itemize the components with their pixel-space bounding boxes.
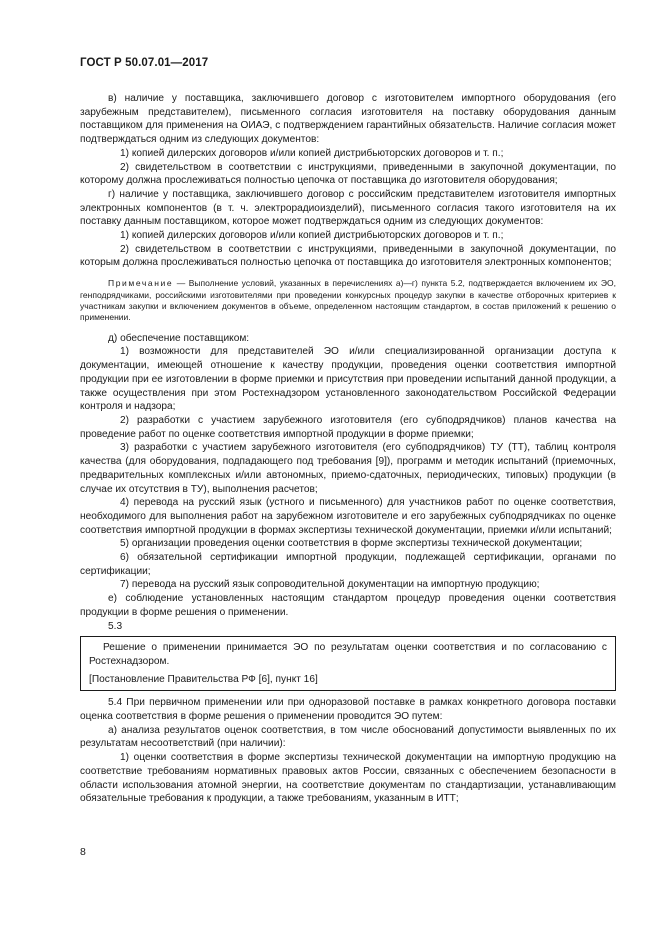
list-item: 2) свидетельством в соответствии с инструкциями, приведенными в закупочной документации, по которым должна прослеживаться полностью цепочка от поставщика до изготовителя электронных компонентов; <box>80 243 616 269</box>
paragraph-d: д) обеспечение поставщиком: <box>108 332 250 344</box>
note-label: Примечание <box>108 278 174 289</box>
list-item: 6) обязательной сертификации импортной продукции, подлежащей сертификации, органами по сертификации; <box>80 552 616 577</box>
list-item: 1) копией дилерских договоров и/или копией дистрибьюторских договоров и т. п.; <box>120 230 504 242</box>
page-body <box>80 92 616 806</box>
paragraph-g: г) наличие у поставщика, заключившего договор с российским представителем изготовителя импортных электронных компонентов (в т. ч. электрорадиоизделий), письменного согласия такого изготовителя на их поставку данным поставщиком, которое может подтверждаться одним из следующих документов: <box>80 188 616 228</box>
boxed-requirement <box>80 636 616 691</box>
list-item: 2) свидетельством в соответствии с инструкциями, приведенными в закупочной документации, по которому должна прослеживаться полностью цепочка от поставщика до изготовителя оборудования; <box>80 161 616 187</box>
list-item: 1) копией дилерских договоров и/или копией дистрибьюторских договоров и т. п.; <box>120 147 504 159</box>
note <box>80 278 616 324</box>
list-item: 1) оценки соответствия в форме экспертизы технической документации на импортную продукцию на соответствие требованиям нормативных правовых актов России, связанных с обеспечением безопасности в области использования атомной энергии, на соответствие документам по стандартизации, устанавливающим обязательные требования к продукции, а также требованиям, указанным в ИТТ; <box>80 752 616 805</box>
section-number: 5.3 <box>108 620 123 632</box>
page-number: 8 <box>80 846 86 858</box>
paragraph-a: а) анализа результатов оценок соответствия, в том числе обоснований допустимости выявленных по их результатам несоответствий (при наличии): <box>80 724 616 750</box>
note-text: — Выполнение условий, указанных в перечислениях а)—г) пункта 5.2, подтверждается включением их ЭО, генподрядчиками, российскими изготовителями при проведении конкурсных процедур закупки в качестве отборочных критериев к участникам закупки и включением документов в объеме, определенном настоящим стандартом, в состав приложений к решению о применении. <box>80 278 616 323</box>
paragraph-v: в) наличие у поставщика, заключившего договор с изготовителем импортного оборудования (его зарубежным представителем), письменного согласия изготовителя на поставку оборудования данным поставщиком для применения на ОИАЭ, с подтверждением гарантийных обязательств. Наличие согласия может подтверждаться одним из следующих документов: <box>80 93 616 146</box>
document-header: ГОСТ Р 50.07.01—2017 <box>80 57 209 69</box>
list-item: 4) перевода на русский язык (устного и письменного) для участников работ по оценке соответствия, необходимого для выполнения работ на зарубежном изготовителе и его зарубежных субподрядчиках по оценке соответствия импортной продукции в формах экспертизы технической документации, приемки и/или испытаний; <box>80 497 616 536</box>
list-item: 7) перевода на русский язык сопроводительной документации на импортную продукцию; <box>120 579 540 591</box>
list-item: 2) разработки с участием зарубежного изготовителя (его субподрядчиков) планов качества на проведение работ по оценке соответствия импортной продукции в форме приемки; <box>80 414 616 440</box>
boxed-text: Решение о применении принимается ЭО по результатам оценки соответствия и по согласованию с Ростехнадзором. <box>89 642 607 667</box>
list-item: 5) организации проведения оценки соответствия в форме экспертизы технической документации; <box>120 538 583 550</box>
paragraph-e: е) соблюдение установленных настоящим стандартом процедур проведения оценки соответствия продукции в форме решения о применении. <box>80 593 616 618</box>
paragraph-5-4: 5.4 При первичном применении или при одноразовой поставке в рамках конкретного договора поставки оценка соответствия в форме решения о применении проводится ЭО путем: <box>80 697 616 723</box>
boxed-reference: [Постановление Правительства РФ [6], пункт 16] <box>89 673 318 685</box>
list-item: 1) возможности для представителей ЭО и/или специализированной организации доступа к документации, имеющей отношение к качеству продукции, проведения оценки соответствия импортной продукции при ее изготовлении в форме приемки и присутствия при проведении испытаний данной продукции, а также осуществления при этом Ростехнадзором установленного законодательством Российской Федерации контроля и надзора; <box>80 346 616 413</box>
list-item: 3) разработки с участием зарубежного изготовителя (его субподрядчиков) ТУ (ТТ), таблиц контроля качества (для оборудования, подпадающего под требования [9]), программ и методик испытаний (приемочных, предварительных комплексных и/или автономных, приемо-сдаточных, периодических, типовых) продукции (в случае их отсутствия в ТУ), выполнения расчетов; <box>80 442 616 495</box>
